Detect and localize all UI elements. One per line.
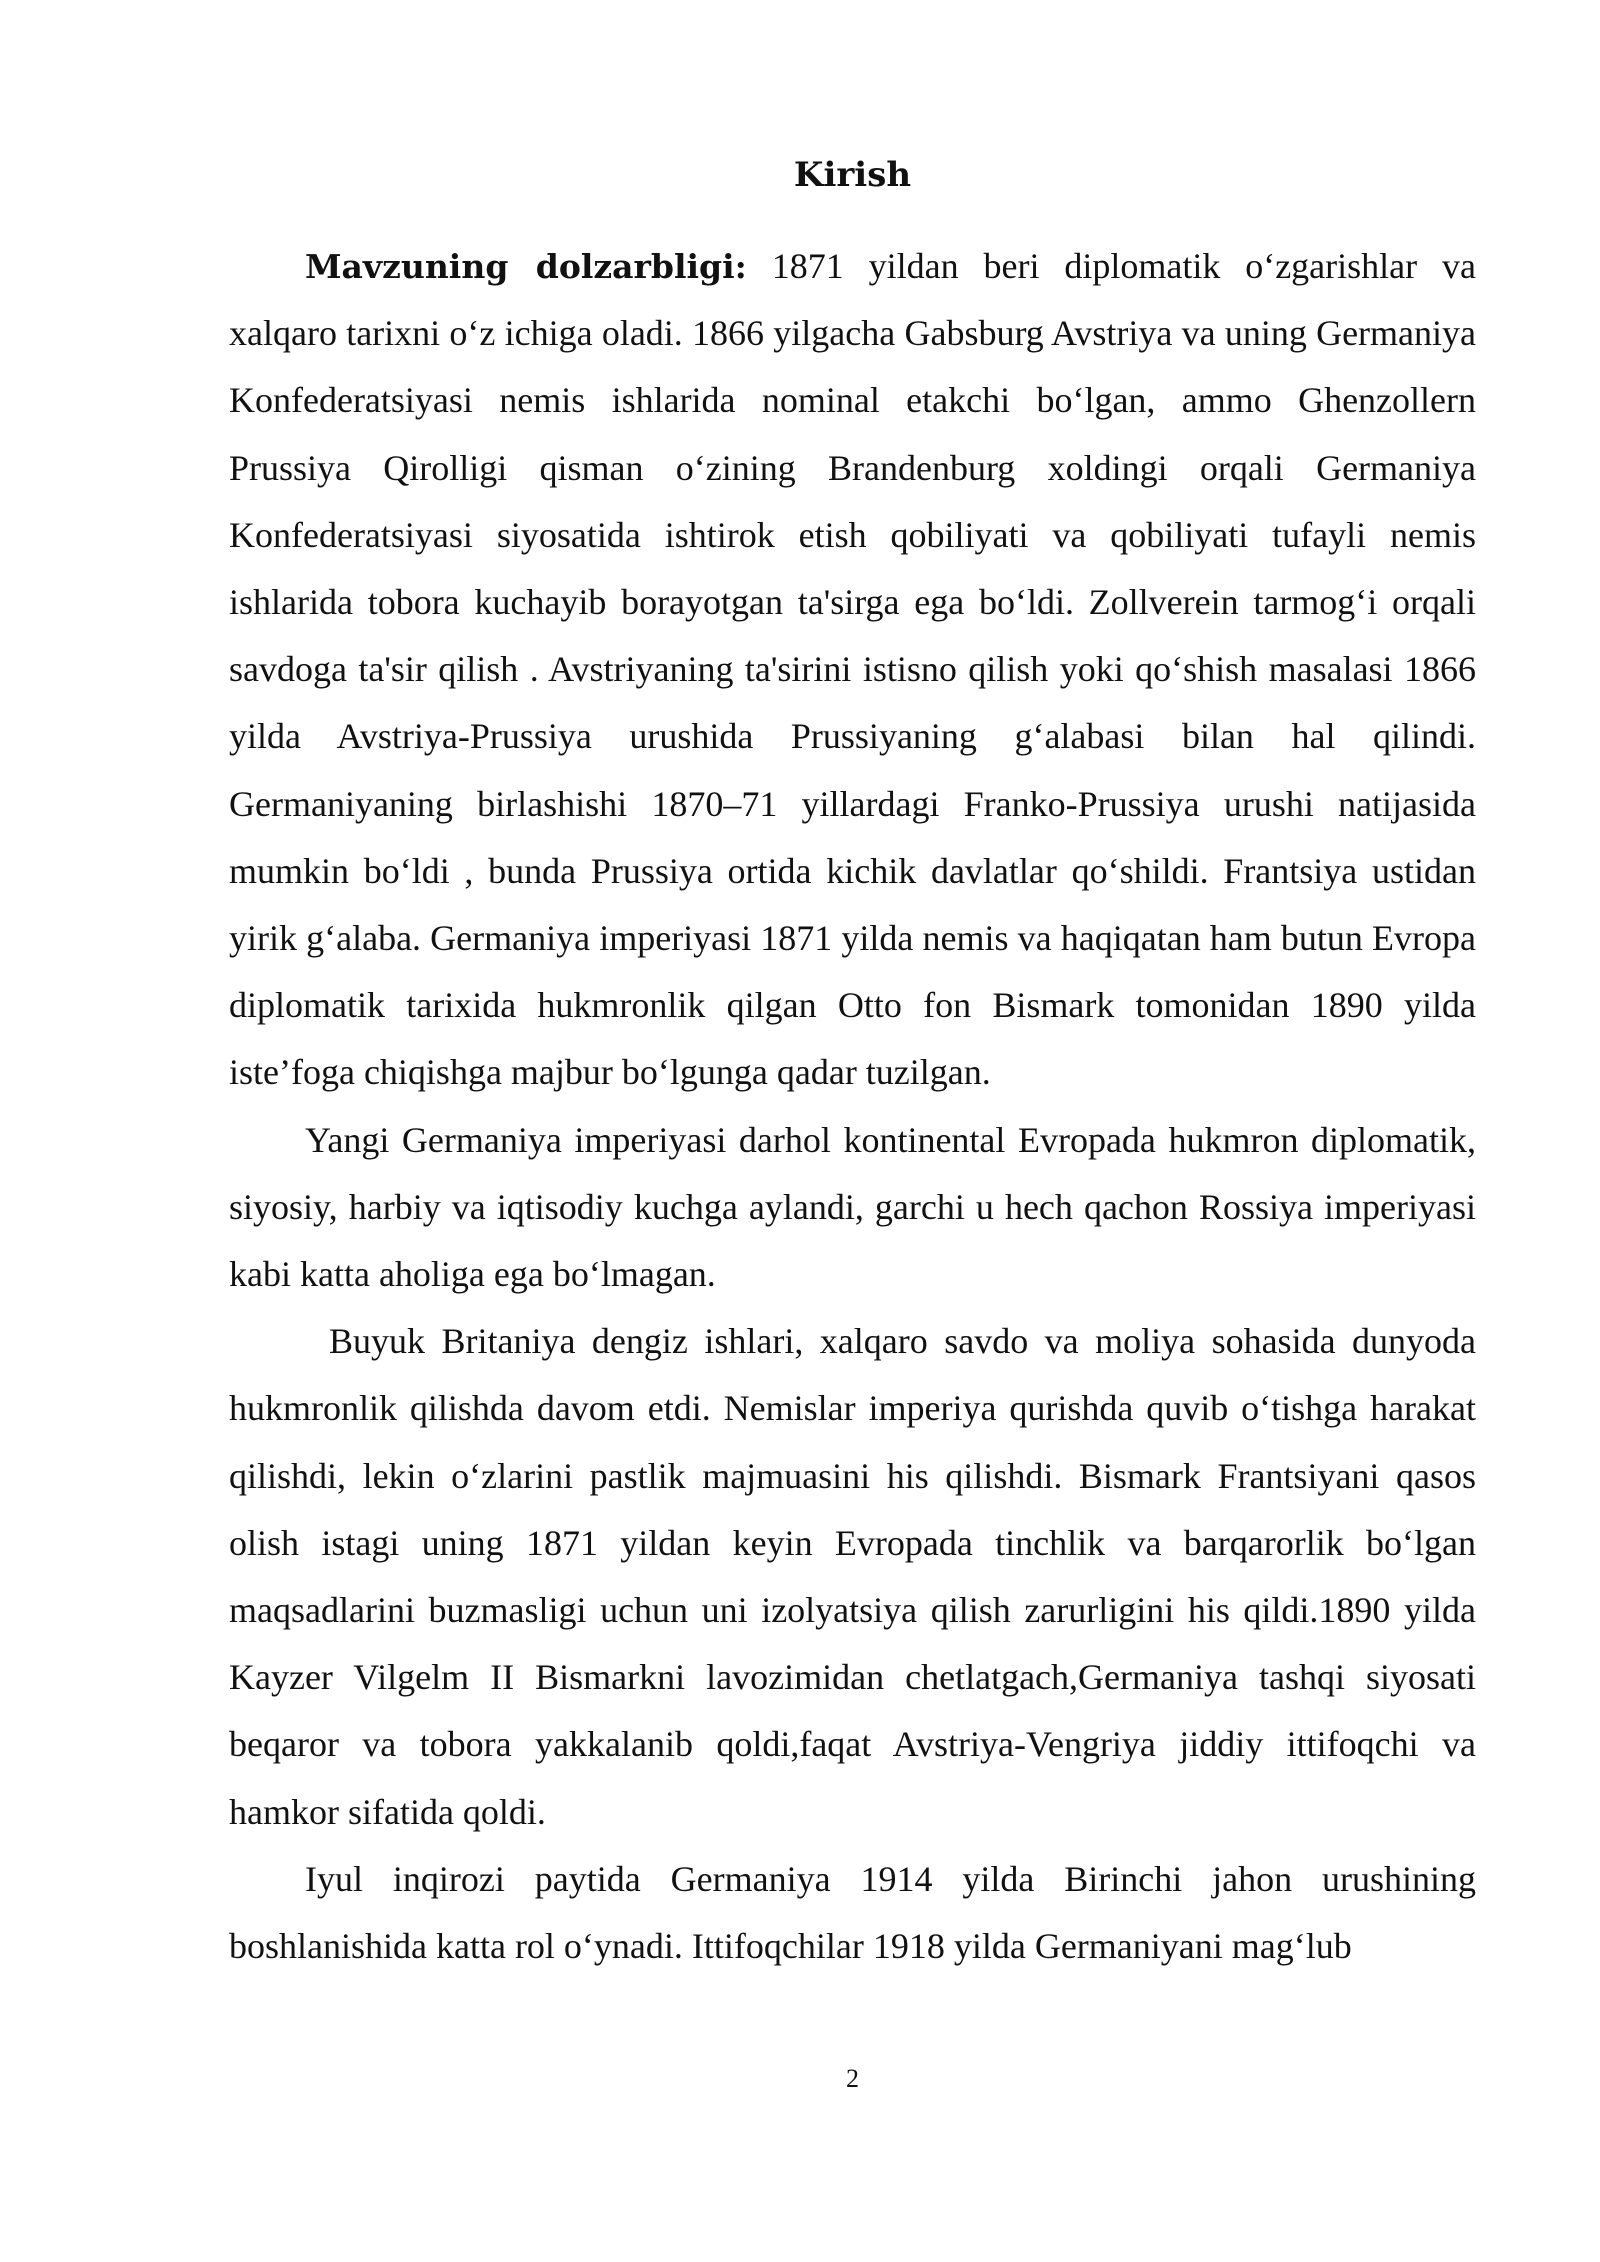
paragraph-relevance — [229, 233, 1476, 1107]
paragraph-text: 1871 yildan beri diplomatik o‘zgarishlar va xalqaro tarixni o‘z ichiga oladi. 1866 yilgacha Gabsburg Avstriya va uning Germaniya Konfederatsiyasi nemis ishlarida nominal etakchi bo‘lgan, ammo Ghenzollern Prussiya Qirolligi qisman o‘zining Brandenburg xoldingi orqali Germaniya Konfederatsiyasi siyosatida ishtirok etish qobiliyati va qobiliyati tufayli nemis ishlarida tobora kuchayib borayotgan ta'sirga ega bo‘ldi. Zollverein tarmog‘i orqali savdoga ta'sir qilish . Avstriyaning ta'sirini istisno qilish yoki qo‘shish masalasi 1866 yilda Avstriya-Prussiya urushida Prussiyaning g‘alabasi bilan hal qilindi. Germaniyaning birlashishi 1870–71 yillardagi Franko-Prussiya urushi natijasida mumkin bo‘ldi , bunda Prussiya ortida kichik davlatlar qo‘shildi. Frantsiya ustidan yirik g‘alaba. Germaniya imperiyasi 1871 yilda nemis va haqiqatan ham butun Evropa diplomatik tarixida hukmronlik qilgan Otto fon Bismark tomonidan 1890 yilda iste’foga chiqishga majbur bo‘lgunga qadar tuzilgan. — [229, 246, 1476, 1093]
document-page — [229, 0, 1476, 2262]
paragraph-new-empire: Yangi Germaniya imperiyasi darhol kontinental Evropada hukmron diplomatik, siyosiy, harbiy va iqtisodiy kuchga aylandi, garchi u hech qachon Rossiya imperiyasi kabi katta aholiga ega bo‘lmagan. — [229, 1119, 1476, 1295]
paragraph-lead-heading: Mavzuning dolzarbligi: — [305, 247, 747, 286]
document-title: Kirish — [793, 155, 912, 195]
page-number: 2 — [846, 2064, 859, 2093]
paragraph-britain: Buyuk Britaniya dengiz ishlari, xalqaro savdo va moliya sohasida dunyoda hukmronlik qilishda davom etdi. Nemislar imperiya qurishda quvib o‘tishga harakat qilishdi, lekin o‘zlarini pastlik majmuasini his qilishdi. Bismark Frantsiyani qasos olish istagi uning 1871 yildan keyin Evropada tinchlik va barqarorlik bo‘lgan maqsadlarini buzmasligi uchun uni izolyatsiya qilish zarurligini his qildi.1890 yilda Kayzer Vilgelm II Bismarkni lavozimidan chetlatgach,Germaniya tashqi siyosati beqaror va tobora yakkalanib qoldi,faqat Avstriya-Vengriya jiddiy ittifoqchi va hamkor sifatida qoldi. — [229, 1321, 1476, 1832]
paragraph-july-crisis: Iyul inqirozi paytida Germaniya 1914 yilda Birinchi jahon urushining boshlanishida katta rol o‘ynadi. Ittifoqchilar 1918 yilda Germaniyani mag‘lub — [229, 1858, 1476, 1967]
document-body — [229, 233, 1476, 1980]
